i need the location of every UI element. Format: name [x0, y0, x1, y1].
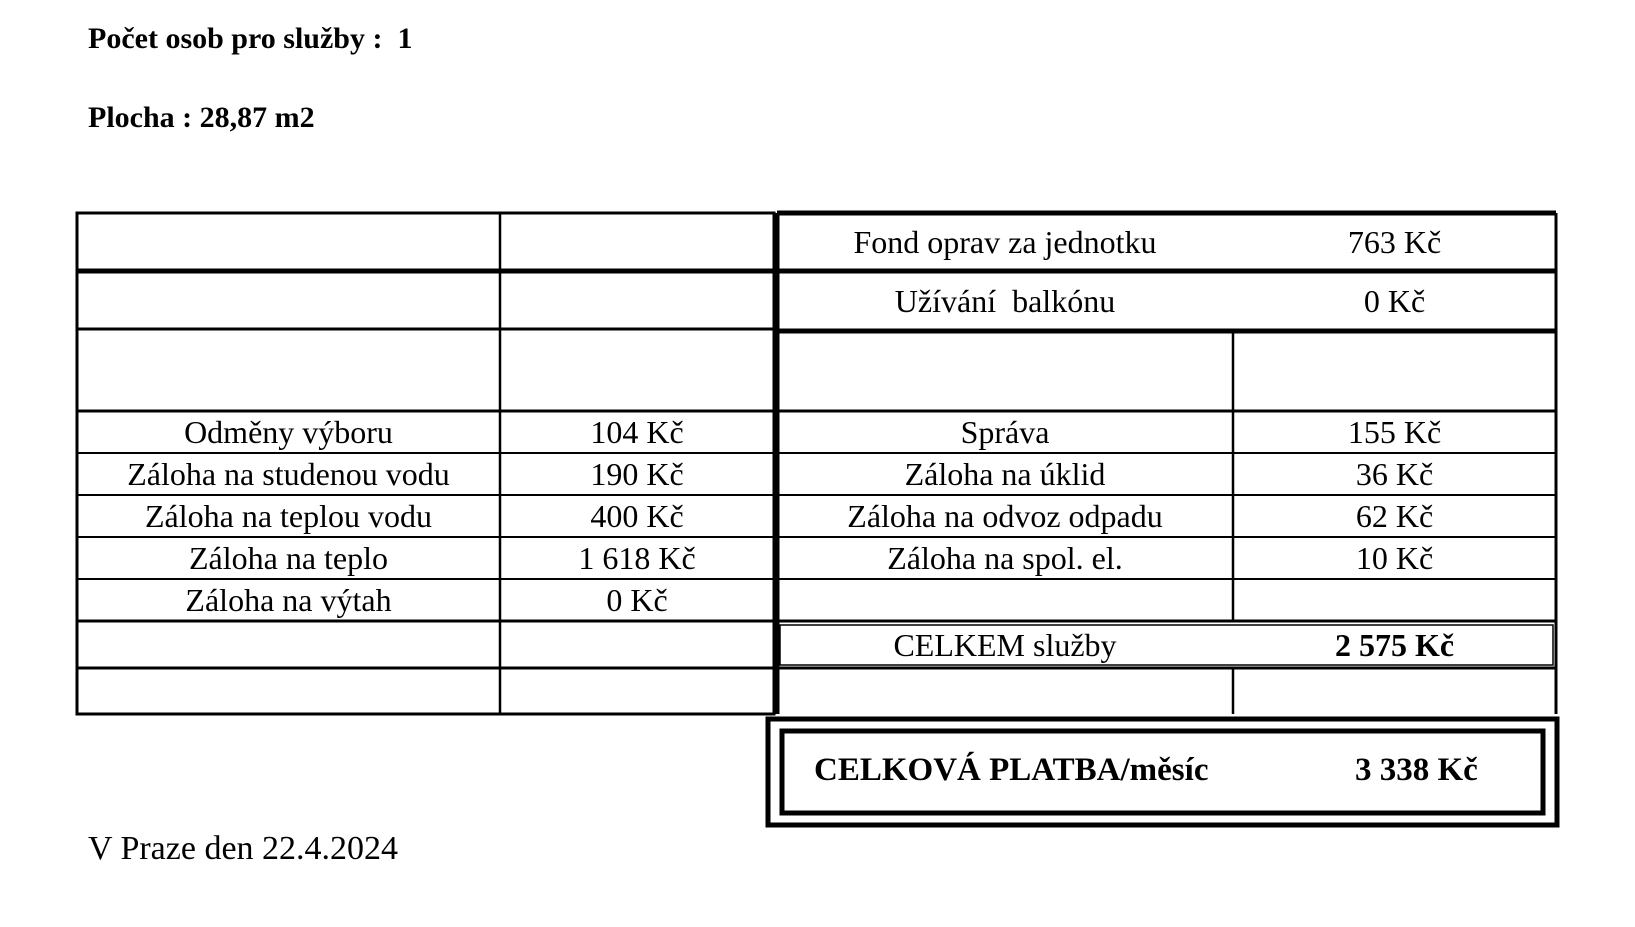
- right-item-label: Záloha na úklid: [904, 456, 1106, 492]
- left-item-value: 400 Kč: [590, 498, 684, 534]
- left-item-label: Záloha na výtah: [185, 582, 392, 618]
- balcony-label: Užívání balkónu: [894, 283, 1116, 319]
- grand-total-label: CELKOVÁ PLATBA/měsíc: [814, 752, 1209, 788]
- fund-value: 763 Kč: [1347, 224, 1442, 260]
- left-item-value: 190 Kč: [590, 456, 684, 492]
- persons-count-label: Počet osob pro služby :: [88, 22, 383, 55]
- left-item-value: 1 618 Kč: [578, 540, 696, 576]
- fund-label: Fond oprav za jednotku: [853, 224, 1157, 260]
- area-value: 28,87 m2: [199, 101, 315, 134]
- left-item-label: Záloha na teplou vodu: [144, 498, 433, 534]
- right-item-value: 62 Kč: [1355, 498, 1434, 534]
- services-total-value: 2 575 Kč: [1334, 626, 1455, 663]
- left-item-value: 0 Kč: [606, 582, 668, 618]
- right-item-label: Záloha na spol. el.: [887, 540, 1123, 576]
- left-item-label: Záloha na teplo: [188, 540, 389, 576]
- left-item-label: Záloha na studenou vodu: [127, 456, 450, 492]
- right-item-label: Záloha na odvoz odpadu: [847, 498, 1163, 534]
- place-date: V Praze den 22.4.2024: [88, 830, 399, 867]
- right-item-value: 155 Kč: [1347, 414, 1442, 450]
- left-item-label: Odměny výboru: [184, 414, 393, 450]
- persons-count-value: 1: [397, 22, 413, 55]
- right-item-value: 10 Kč: [1355, 540, 1434, 576]
- services-total-label: CELKEM služby: [893, 626, 1117, 663]
- area-label: Plocha :: [88, 101, 193, 134]
- right-item-label: Správa: [960, 414, 1050, 450]
- grand-total-value: 3 338 Kč: [1355, 752, 1478, 788]
- left-item-value: 104 Kč: [590, 414, 684, 450]
- balcony-value: 0 Kč: [1363, 283, 1426, 319]
- right-item-value: 36 Kč: [1355, 456, 1434, 492]
